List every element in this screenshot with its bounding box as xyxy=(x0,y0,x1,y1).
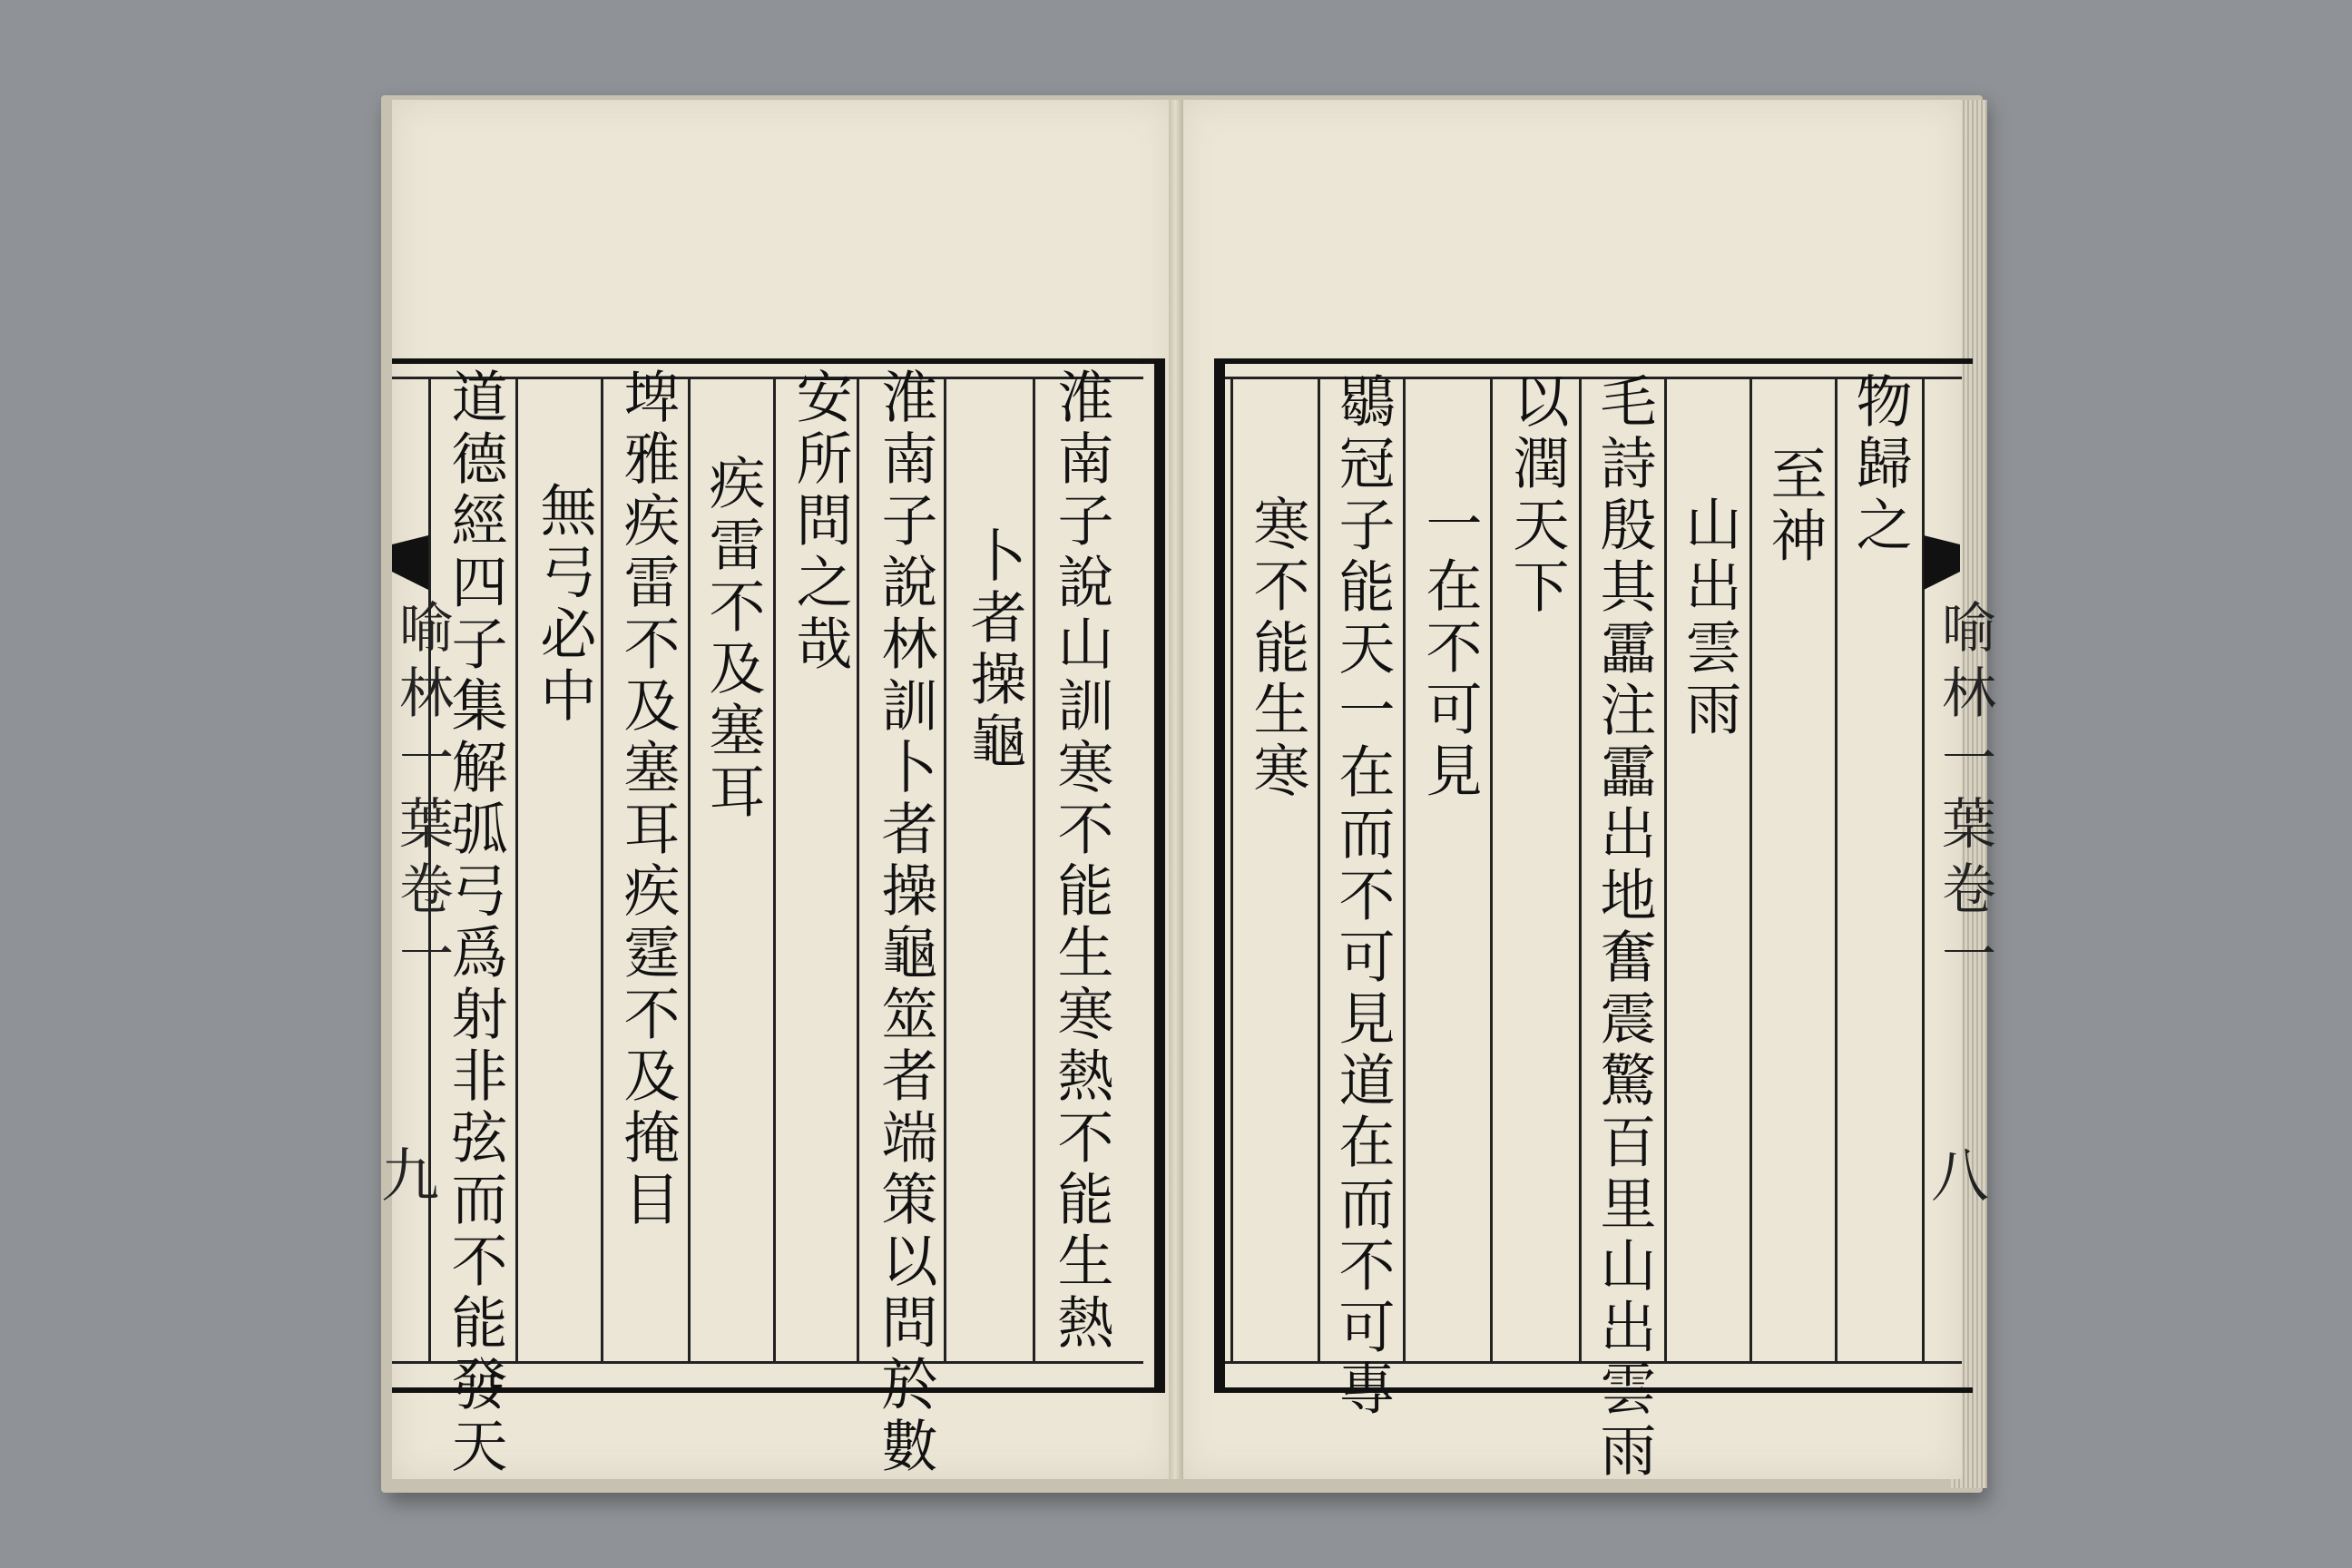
right-column-7: 鶡冠子能天一在而不可見道在而不可專 xyxy=(1329,372,1396,1421)
right-column-8: 寒不能生寒 xyxy=(1244,495,1310,803)
left-column-4: 安所問之哉 xyxy=(787,368,853,676)
fish-tail-mark xyxy=(1924,535,1960,599)
right-page-number: 八 xyxy=(1931,1143,1989,1210)
right-margin-title: 喻林一葉卷一 xyxy=(1933,599,1996,991)
column-rule xyxy=(1318,377,1320,1364)
column-rule xyxy=(688,377,691,1364)
column-rule xyxy=(773,377,776,1364)
column-rule xyxy=(515,377,518,1364)
right-column-4: 毛詩殷其靁注靁出地奮震驚百里山出雲雨 xyxy=(1591,372,1657,1483)
left-column-7: 無弓必中 xyxy=(531,481,597,728)
column-rule xyxy=(857,377,859,1364)
left-page-number: 九 xyxy=(381,1143,439,1210)
column-rule xyxy=(1403,377,1406,1364)
right-column-5: 以潤天下 xyxy=(1504,372,1570,619)
right-column-6: 一在不可見 xyxy=(1416,495,1483,803)
fish-tail-mark xyxy=(392,535,428,599)
column-rule xyxy=(1664,377,1667,1364)
left-column-8: 道德經四子集解弧弓爲射非弦而不能發天 xyxy=(442,368,508,1478)
column-rule xyxy=(1033,377,1035,1364)
column-rule xyxy=(944,377,946,1364)
left-column-1: 淮南子說山訓寒不能生寒熱不能生熱 xyxy=(1048,368,1114,1355)
column-rule xyxy=(1230,377,1233,1364)
column-rule xyxy=(1579,377,1582,1364)
column-rule xyxy=(1749,377,1752,1364)
left-column-3: 淮南子說林訓卜者操龜筮者端策以問於數 xyxy=(872,368,938,1478)
right-column-2: 至神 xyxy=(1761,445,1828,568)
book-gutter xyxy=(1169,100,1183,1479)
left-column-6: 埤雅疾雷不及塞耳疾霆不及掩目 xyxy=(614,368,681,1231)
column-rule xyxy=(1922,377,1925,1364)
right-column-3: 山出雲雨 xyxy=(1676,495,1742,741)
left-column-2: 卜者操龜 xyxy=(961,526,1027,773)
right-column-1: 物歸之 xyxy=(1847,372,1913,557)
column-rule xyxy=(1490,377,1493,1364)
column-rule xyxy=(1835,377,1838,1364)
left-margin-title: 喻林一葉卷一 xyxy=(390,599,454,991)
left-column-5: 疾雷不及塞耳 xyxy=(700,454,766,824)
column-rule xyxy=(601,377,603,1364)
